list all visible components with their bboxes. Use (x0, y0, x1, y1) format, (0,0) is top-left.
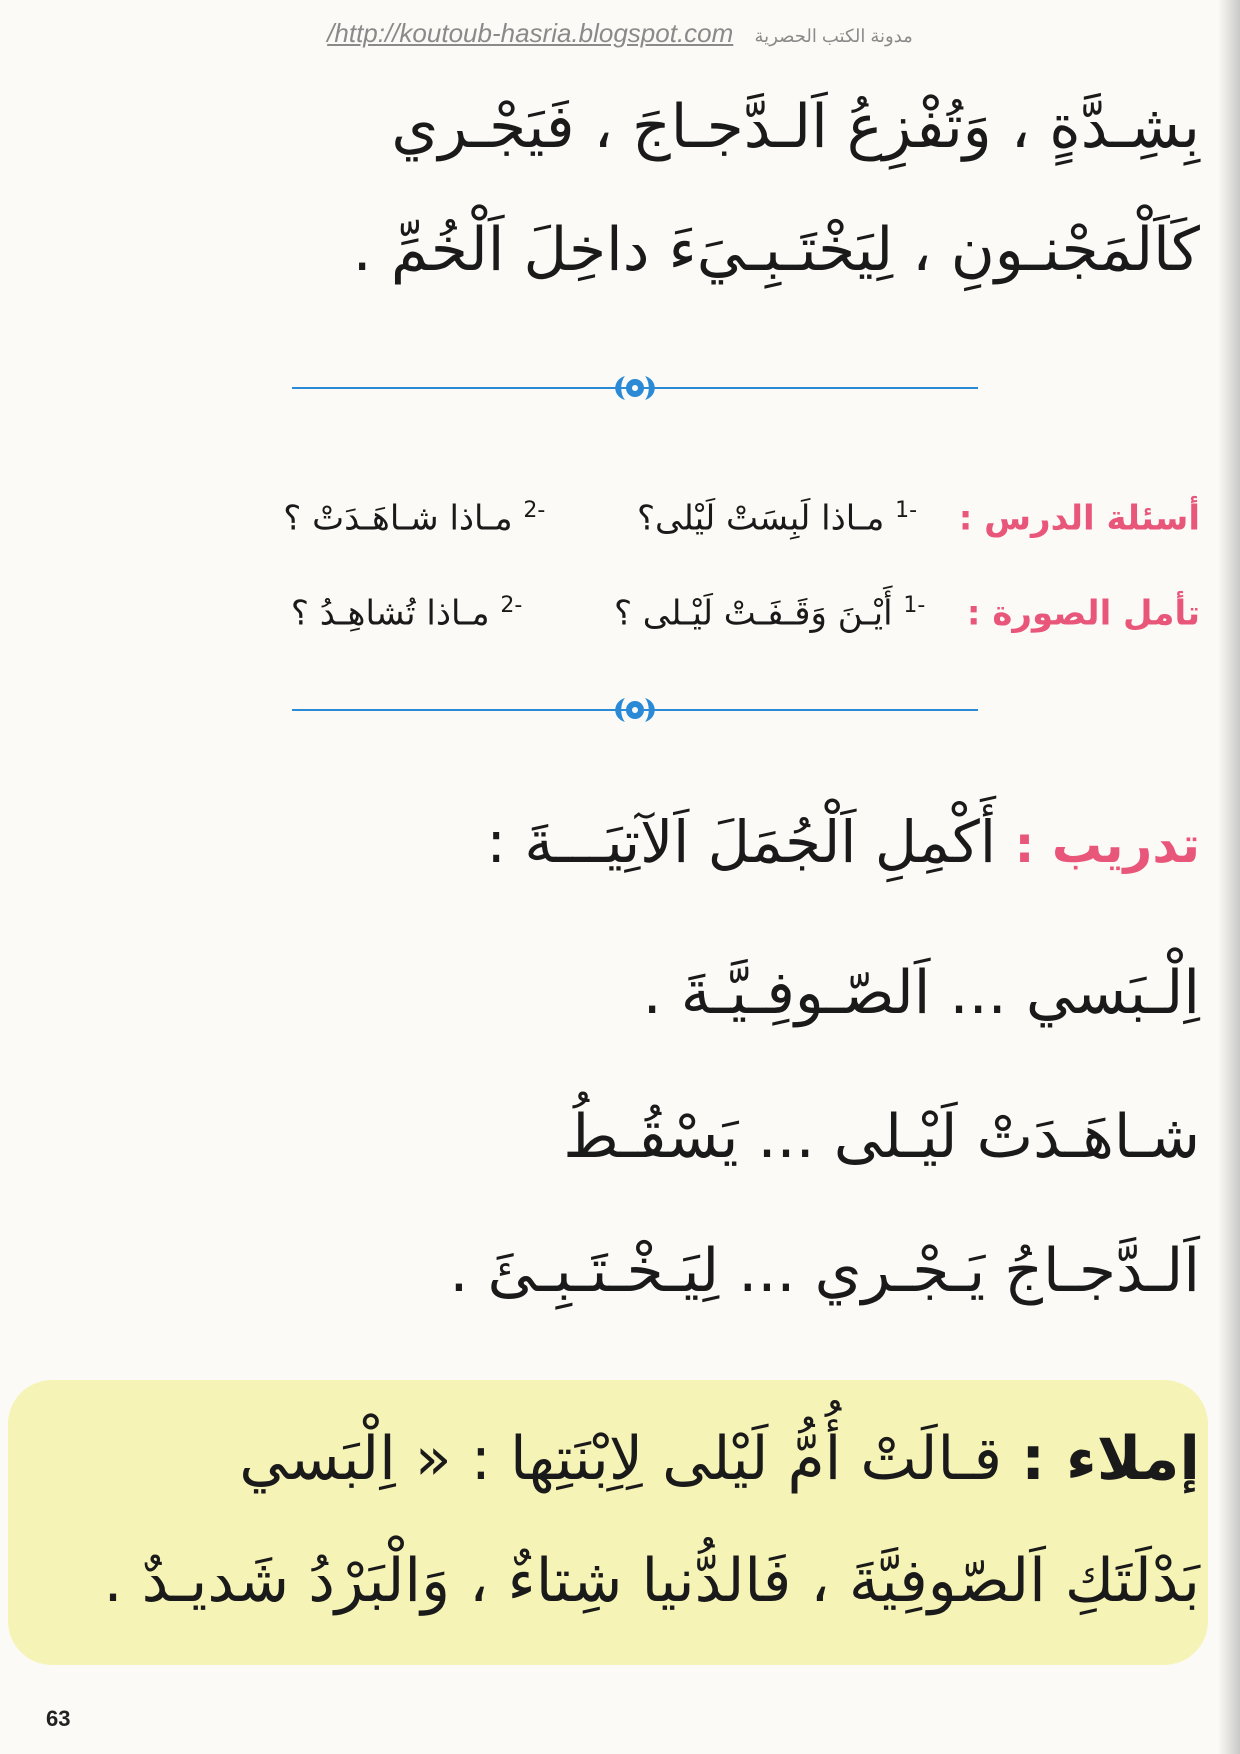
page-number: 63 (46, 1706, 71, 1731)
image-questions-row (30, 593, 1200, 633)
ornament-divider (292, 368, 978, 408)
dictation-line-1 (30, 1424, 1200, 1494)
exercise-sentence-3: اَلـدَّجـاجُ يَـجْـري ... لِيَـخْـتَـبِـئَ . (449, 1236, 1200, 1306)
question-number: -2 (523, 498, 546, 523)
image-question-1: أَيْـنَ وَقَـفَـتْ لَيْـلى ؟ (613, 593, 893, 634)
image-question-2: مـاذا تُشاهِـدُ ؟ (290, 593, 490, 634)
lesson-question-2: مـاذا شـاهَـدَتْ ؟ (283, 498, 513, 539)
story-line-2: كَاَلْمَجْنـونِ ، لِيَخْتَـبِـيَ‌ءَ داخِلَ اَلْخُمِّ . (352, 215, 1200, 285)
exercise-instruction: أَكْمِلِ اَلْجُمَلَ اَلآتِيَـــةَ : (486, 808, 997, 876)
ornament-icon (615, 376, 655, 400)
dictation-box (8, 1380, 1208, 1665)
exercise-heading (30, 808, 1200, 876)
lesson-questions-row (30, 498, 1200, 538)
lesson-questions-label: أسئلة الدرس : (958, 498, 1200, 539)
dictation-line-2: بَدْلَتَكِ اَلصّوفِيَّةَ ، فَالدُّنيا شِتاءٌ ، وَالْبَرْدُ شَديـدٌ . (103, 1546, 1200, 1616)
source-watermark (0, 18, 1240, 49)
exercise-sentence-1: اِلْـبَسي ... اَلصّـوفِـيَّـةَ . (642, 958, 1200, 1028)
ornament-divider (292, 690, 978, 730)
dictation-label: إملاء : (1021, 1424, 1200, 1494)
story-line-1: بِشِـدَّةٍ ، وَتُفْزِعُ اَلـدَّجـاجَ ، فَيَجْـري (391, 92, 1200, 162)
question-number: -1 (895, 498, 918, 523)
question-number: -2 (500, 593, 523, 618)
page-edge-shadow (1218, 0, 1240, 1754)
exercise-label: تدريب : (1014, 816, 1200, 874)
lesson-question-1: مـاذا لَبِسَتْ لَيْلى؟ (636, 498, 885, 539)
question-number: -1 (903, 593, 926, 618)
image-questions-label: تأمل الصورة : (966, 593, 1200, 634)
blog-url[interactable]: /http://koutoub-hasria.blogspot.com (327, 18, 734, 48)
ornament-icon (615, 698, 655, 722)
exercise-sentence-2: شـاهَـدَتْ لَيْـلى ... يَسْقُـطُ (563, 1102, 1200, 1172)
blog-name: مدونة الكتب الحصرية (754, 26, 913, 46)
dictation-text-1: قـالَتْ أُمُّ لَيْلى لِاِبْنَتِها : « اِلْبَسي (239, 1424, 1003, 1494)
